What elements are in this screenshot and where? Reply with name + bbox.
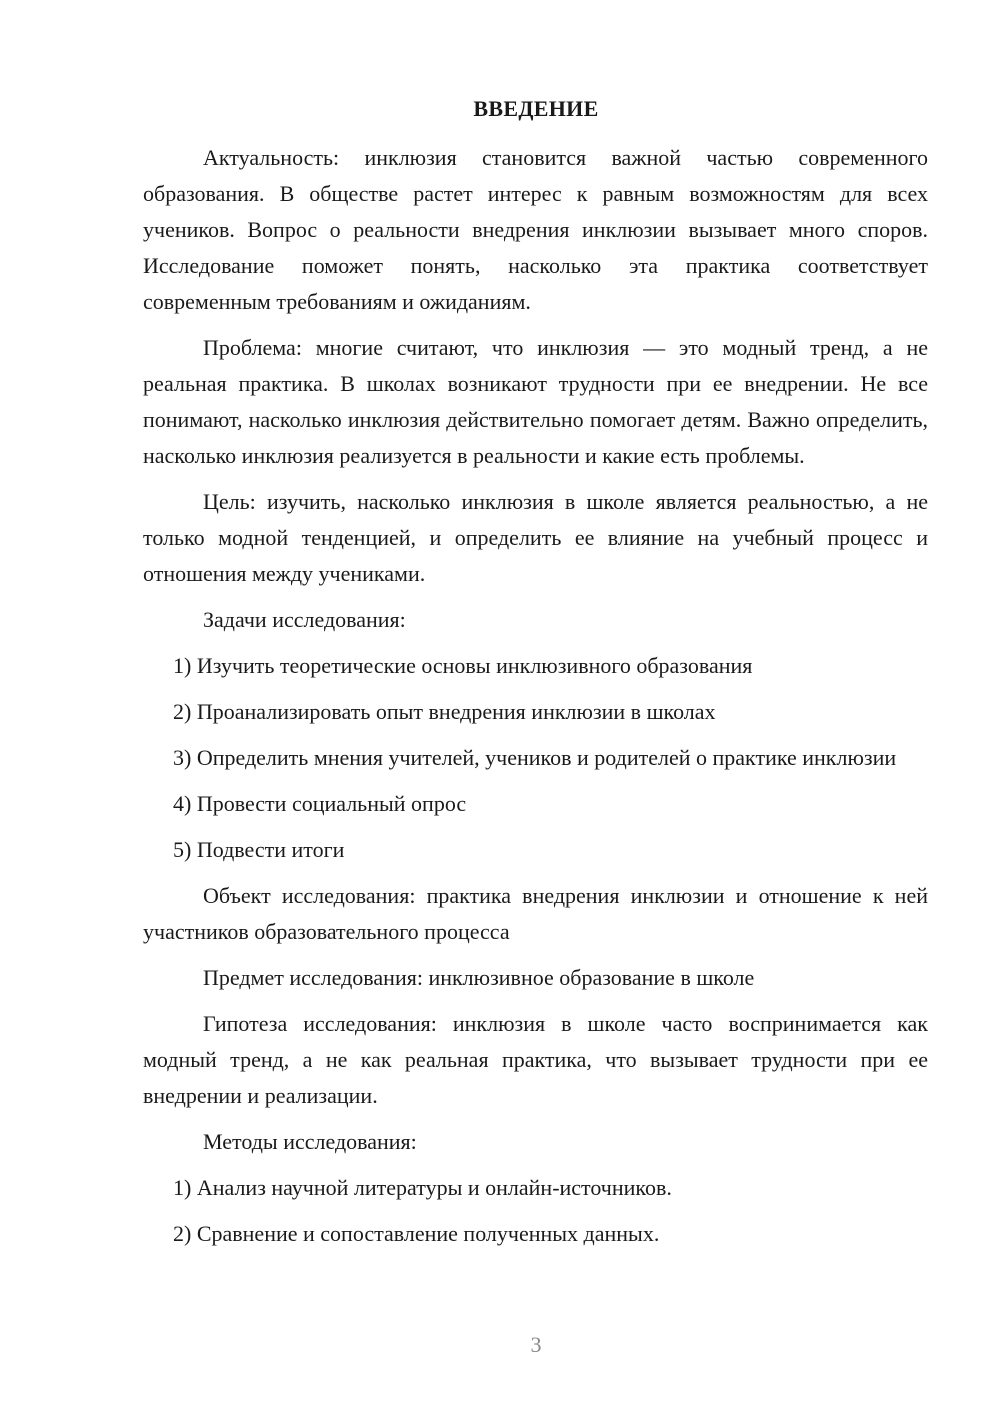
methods-heading: Методы исследования: [203, 1129, 417, 1154]
object-paragraph: Объект исследования: практика внедрения инклюзии и отношение к ней участников образовательного процесса [143, 883, 928, 944]
task-item: 5) Подвести итоги [173, 837, 345, 862]
task-item: 1) Изучить теоретические основы инклюзивного образования [173, 653, 753, 678]
task-item: 4) Провести социальный опрос [173, 791, 467, 816]
task-item: 2) Проанализировать опыт внедрения инклюзии в школах [173, 699, 716, 724]
method-item: 2) Сравнение и сопоставление полученных данных. [173, 1221, 660, 1246]
task-item: 3) Определить мнения учителей, учеников и родителей о практике инклюзии [173, 745, 897, 770]
subject-paragraph: Предмет исследования: инклюзивное образование в школе [203, 965, 755, 990]
document-body [143, 140, 928, 1262]
method-item: 1) Анализ научной литературы и онлайн-источников. [173, 1175, 672, 1200]
page-title: ВВЕДЕНИЕ [473, 96, 599, 121]
page-number: 3 [530, 1332, 542, 1357]
problem-paragraph: Проблема: многие считают, что инклюзия — это модный тренд, а не реальная практика. В школах возникают трудности при ее внедрении. Не все понимают, насколько инклюзия действительно помогает детям. Важно определить, насколько инклюзия реализуется в реальности и какие есть проблемы. [143, 335, 928, 468]
hypothesis-paragraph: Гипотеза исследования: инклюзия в школе часто воспринимается как модный тренд, а не как реальная практика, что вызывает трудности при ее внедрении и реализации. [143, 1011, 928, 1108]
tasks-heading: Задачи исследования: [203, 607, 406, 632]
goal-paragraph: Цель: изучить, насколько инклюзия в школе является реальностью, а не только модной тенденцией, и определить ее влияние на учебный процесс и отношения между учениками. [143, 489, 928, 586]
relevance-paragraph: Актуальность: инклюзия становится важной частью современного образования. В обществе растет интерес к равным возможностям для всех учеников. Вопрос о реальности внедрения инклюзии вызывает много споров. Исследование поможет понять, насколько эта практика соответствует современным требованиям и ожиданиям. [143, 145, 928, 314]
